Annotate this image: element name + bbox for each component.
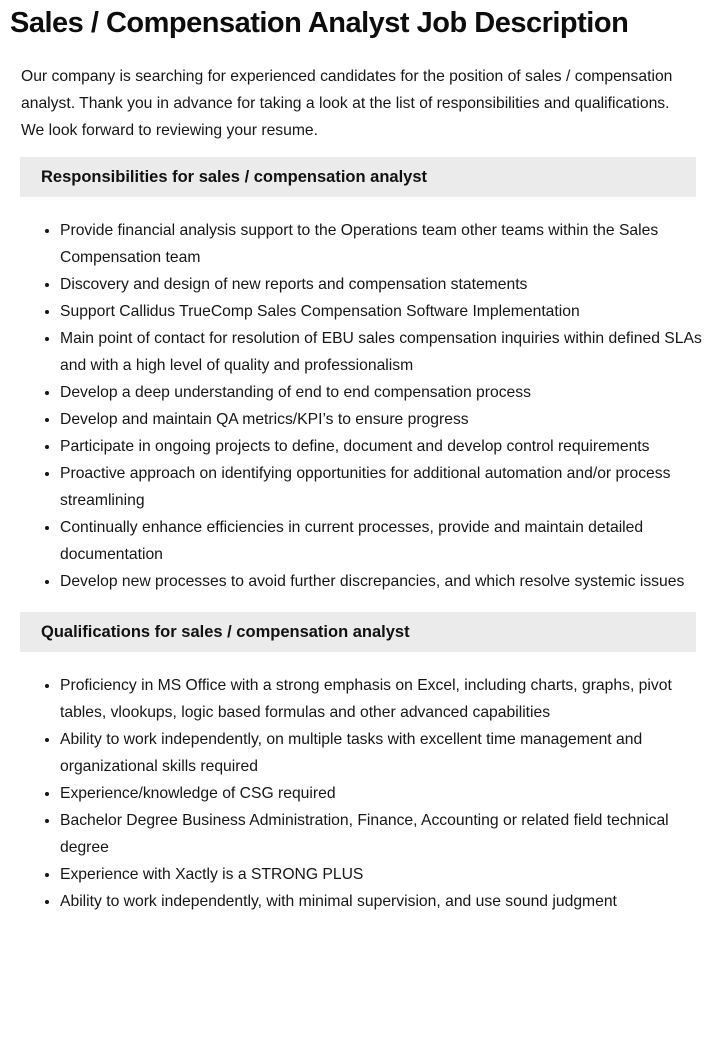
responsibility-item: • Proactive approach on identifying opportunities for additional automation and/or process streamlining [60, 460, 706, 514]
page-title: Sales / Compensation Analyst Job Description [10, 7, 629, 39]
responsibility-item: • Provide financial analysis support to the Operations team other teams within the Sales Compensation team [60, 217, 706, 271]
responsibility-item: • Develop new processes to avoid further discrepancies, and which resolve systemic issues [60, 568, 706, 595]
qualification-item: • Proficiency in MS Office with a strong emphasis on Excel, including charts, graphs, pivot tables, vlookups, logic based formulas and other advanced capabilities [60, 672, 706, 726]
qualification-item: • Ability to work independently, with minimal supervision, and use sound judgment [60, 888, 706, 915]
responsibility-item: • Main point of contact for resolution of EBU sales compensation inquiries within defined SLAs and with a high level of quality and professionalism [60, 325, 706, 379]
responsibility-item: • Develop a deep understanding of end to end compensation process [60, 379, 706, 406]
responsibility-item: • Continually enhance efficiencies in current processes, provide and maintain detailed documentation [60, 514, 706, 568]
qualifications-list [0, 672, 720, 915]
qualification-item: • Experience with Xactly is a STRONG PLUS [60, 861, 706, 888]
qualification-item: • Experience/knowledge of CSG required [60, 780, 706, 807]
responsibility-item: • Support Callidus TrueComp Sales Compensation Software Implementation [60, 298, 706, 325]
section-header-responsibilities: Responsibilities for sales / compensation analyst [20, 157, 696, 197]
responsibility-item: • Develop and maintain QA metrics/KPI’s to ensure progress [60, 406, 706, 433]
section-header-qualifications: Qualifications for sales / compensation analyst [20, 612, 696, 652]
qualification-item: • Ability to work independently, on multiple tasks with excellent time management and organizational skills required [60, 726, 706, 780]
responsibilities-list [0, 217, 720, 595]
qualification-item: • Bachelor Degree Business Administration, Finance, Accounting or related field technical degree [60, 807, 706, 861]
responsibility-item: • Participate in ongoing projects to define, document and develop control requirements [60, 433, 706, 460]
responsibility-item: • Discovery and design of new reports and compensation statements [60, 271, 706, 298]
intro-paragraph: Our company is searching for experienced candidates for the position of sales / compensation analyst. Thank you in advance for taking a look at the list of responsibilities and qualifications. We look forward to reviewing your resume. [21, 68, 673, 139]
